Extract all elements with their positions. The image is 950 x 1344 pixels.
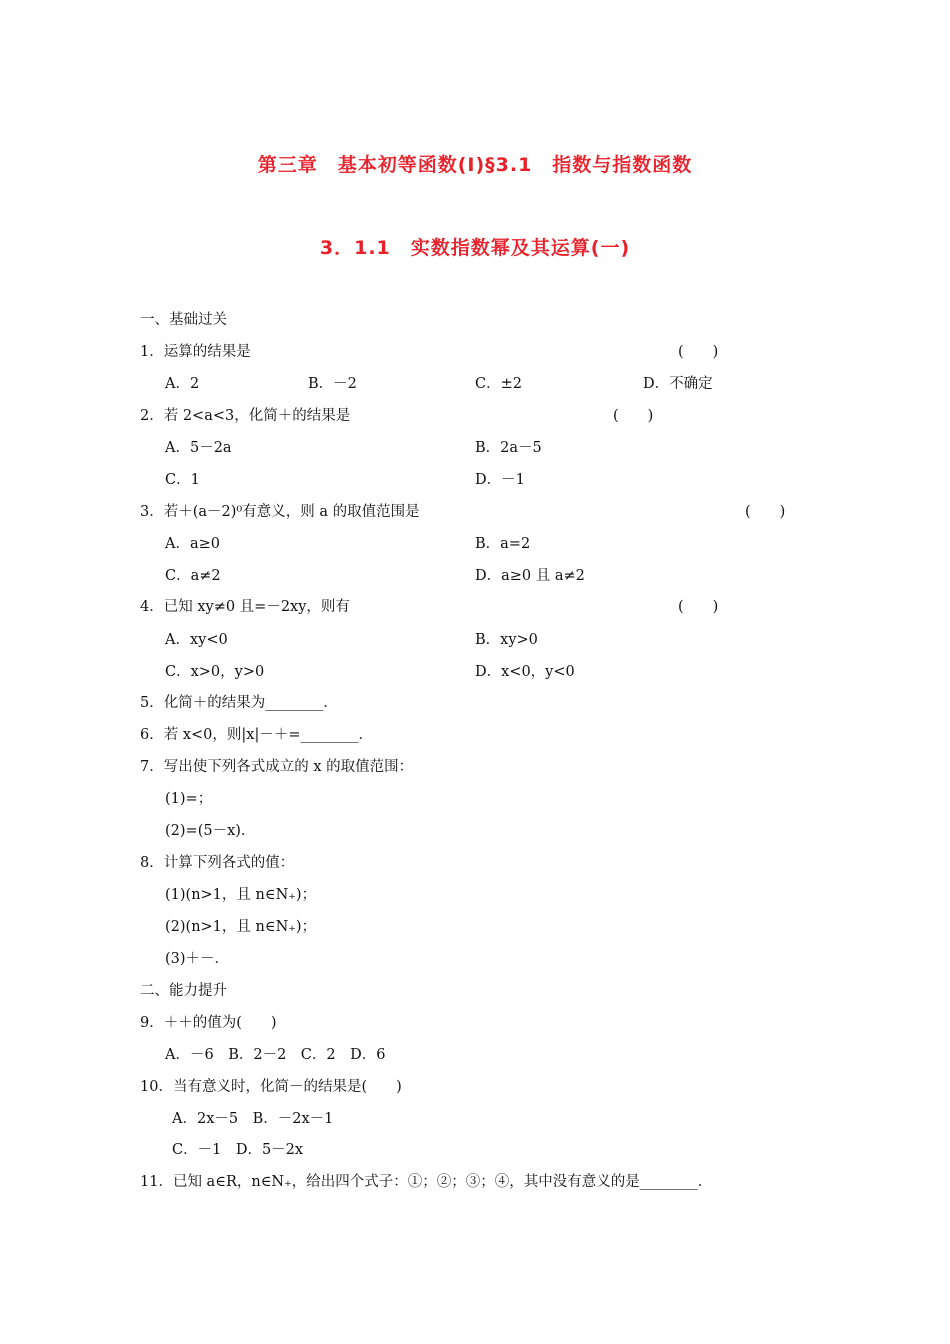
q6-stem: 6．若 x<0，则|x|－＋=________． [140,727,373,743]
q9-options: A．－6 B．2－2 C．2 D．6 [165,1047,386,1063]
q8-part-1: (1)(n>1，且 n∈N₊)； [165,887,317,903]
q1-option-c: C．±2 [475,376,522,392]
q4-option-b: B．xy>0 [475,632,538,648]
q2-stem: 2．若 2<a<3，化简＋的结果是 [140,408,351,424]
q2-answer-paren: ( ) [613,408,654,424]
chapter-title: 第三章 基本初等函数(Ⅰ)§3.1 指数与指数函数 [257,154,693,176]
q7-part-1: (1)=； [165,791,213,807]
q8-part-3: (3)＋－． [165,951,230,967]
q5-stem: 5．化简＋的结果为________． [140,695,338,711]
q3-stem: 3．若＋(a－2)⁰有意义，则 a 的取值范围是 [140,504,420,520]
q3-answer-paren: ( ) [745,504,786,520]
q2-option-c: C．1 [165,472,200,488]
q4-option-c: C．x>0，y>0 [165,664,265,680]
q10-stem: 10．当有意义时，化简－的结果是( ) [140,1079,402,1095]
q1-option-d: D．不确定 [643,376,713,392]
q3-option-a: A．a≥0 [165,536,220,552]
q3-option-b: B．a=2 [475,536,531,552]
q1-stem: 1．运算的结果是 [140,344,251,360]
q8-stem: 8．计算下列各式的值： [140,855,295,871]
q10-options-row1: A．2x－5 B．－2x－1 [172,1111,334,1127]
q1-answer-paren: ( ) [678,344,719,360]
q7-part-2: (2)=(5－x)． [165,823,256,839]
q3-option-d: D．a≥0 且 a≠2 [475,568,585,584]
q2-option-d: D．－1 [475,472,525,488]
q8-part-2: (2)(n>1，且 n∈N₊)； [165,919,317,935]
q1-option-b: B．－2 [308,376,357,392]
q4-answer-paren: ( ) [678,599,719,615]
q2-option-a: A．5－2a [165,440,232,456]
q3-option-c: C．a≠2 [165,568,221,584]
section-advanced-heading: 二、能力提升 [140,983,227,999]
q1-option-a: A．2 [165,376,200,392]
q10-options-row2: C．－1 D．5－2x [172,1142,304,1158]
section-basic-heading: 一、基础过关 [140,312,227,328]
q4-option-a: A．xy<0 [165,632,228,648]
q9-stem: 9．＋＋的值为( ) [140,1015,277,1031]
q2-option-b: B．2a－5 [475,440,542,456]
q11-stem: 11．已知 a∈R，n∈N₊，给出四个式子：①；②；③；④，其中没有意义的是________． [140,1174,713,1190]
q7-stem: 7．写出使下列各式成立的 x 的取值范围： [140,759,414,775]
q4-option-d: D．x<0，y<0 [475,664,575,680]
section-subtitle: 3．1.1 实数指数幂及其运算(一) [319,237,631,259]
q4-stem: 4．已知 xy≠0 且=－2xy，则有 [140,599,350,615]
